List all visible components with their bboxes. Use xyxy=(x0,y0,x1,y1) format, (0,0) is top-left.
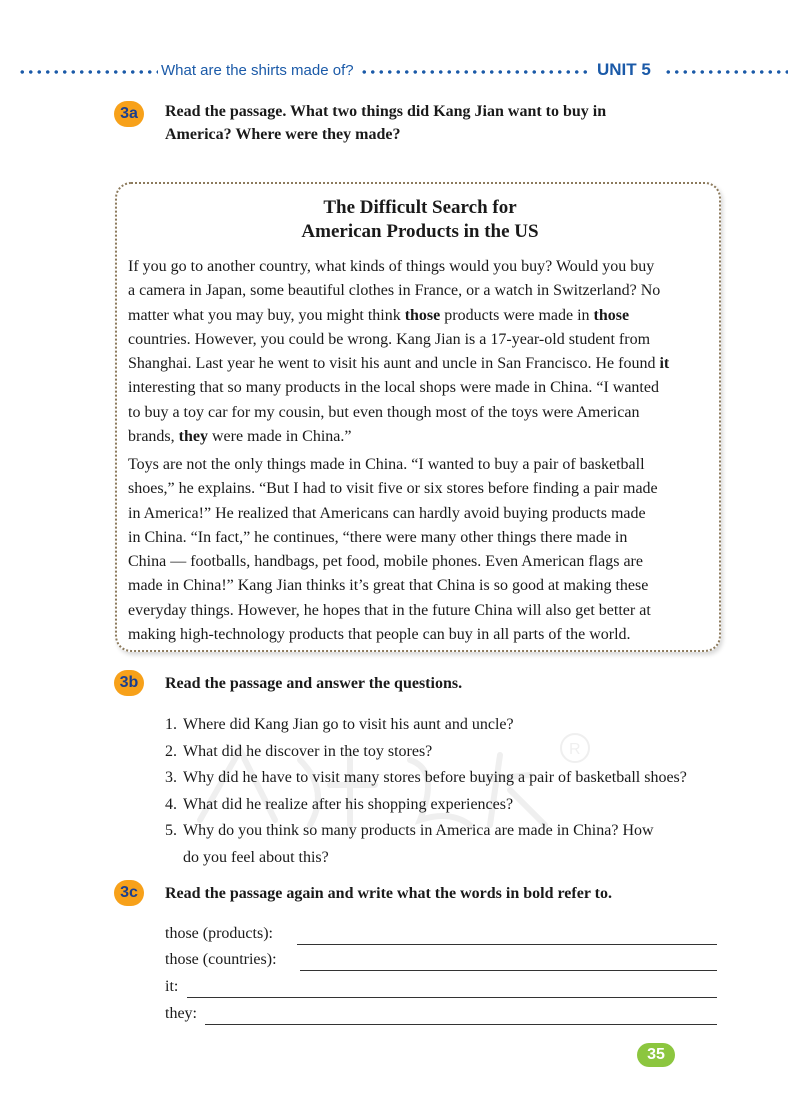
text-run: were made in China.” xyxy=(207,428,352,446)
instruction-3b: Read the passage and answer the questions. xyxy=(165,675,463,692)
question-text: What did he realize after his shopping experiences? xyxy=(183,795,514,813)
fill-label: it: xyxy=(165,978,179,995)
question-2 xyxy=(165,739,735,766)
instruction-3c: Read the passage again and write what the words in bold refer to. xyxy=(165,885,612,902)
passage-title-line2: American Products in the US xyxy=(301,221,539,242)
text-run: Shanghai. Last year he went to visit his aunt and uncle in San Francisco. He found xyxy=(128,355,660,373)
header-dots-right xyxy=(664,70,788,74)
passage-line: making high-technology products that people can buy in all parts of the world. xyxy=(128,626,631,644)
text-run: products were made in xyxy=(440,306,594,324)
question-text-cont: do you feel about this? xyxy=(183,848,329,866)
question-5 xyxy=(165,818,735,871)
passage-line xyxy=(128,352,710,376)
bold-word-it: it xyxy=(659,355,670,373)
fill-row-those-countries xyxy=(165,951,720,975)
passage-line: shoes,” he explains. “But I had to visit five or six stores before finding a pair made xyxy=(128,480,658,498)
fill-label: those (products): xyxy=(165,925,273,942)
badge-3b: 3b xyxy=(114,670,144,696)
answer-line-they[interactable] xyxy=(205,1024,717,1025)
question-number: 1. xyxy=(165,716,177,733)
fill-row-they xyxy=(165,1005,720,1029)
passage-line: China — footballs, handbags, pet food, mobile phones. Even American flags are xyxy=(128,553,643,571)
bold-word-those: those xyxy=(593,306,630,324)
passage-line: countries. However, you could be wrong. Kang Jian is a 17-year-old student from xyxy=(128,330,651,348)
page-number: 35 xyxy=(637,1043,675,1067)
fill-label: they: xyxy=(165,1005,197,1022)
passage-title-line1: The Difficult Search for xyxy=(323,197,517,218)
question-1 xyxy=(165,712,735,739)
question-4 xyxy=(165,792,735,819)
instruction-3a-line2: America? Where were they made? xyxy=(165,126,401,143)
passage-line: in America!” He realized that Americans can hardly avoid buying products made xyxy=(128,504,646,522)
passage-paragraph-1 xyxy=(128,255,710,449)
instruction-3a xyxy=(165,100,606,146)
passage-line: in China. “In fact,” he continues, “there were many other things there made in xyxy=(128,528,628,546)
question-number: 5. xyxy=(165,822,177,839)
page-header xyxy=(0,60,800,84)
passage-line: made in China!” Kang Jian thinks it’s great that China is so good at making these xyxy=(128,577,649,595)
instruction-3a-line1: Read the passage. What two things did Kang Jian want to buy in xyxy=(165,103,607,120)
header-dots-middle xyxy=(360,70,588,74)
passage-title xyxy=(115,196,725,244)
fill-row-those-products xyxy=(165,925,720,949)
question-text: Why do you think so many products in America are made in China? How xyxy=(183,822,654,839)
passage-line xyxy=(128,304,710,328)
svg-text:R: R xyxy=(569,741,581,758)
header-dots-left xyxy=(18,70,158,74)
text-run: matter what you may buy, you might think xyxy=(128,306,405,324)
badge-3c: 3c xyxy=(114,880,144,906)
passage-line: Toys are not the only things made in China. “I wanted to buy a pair of basketball xyxy=(128,456,645,473)
question-text: Where did Kang Jian go to visit his aunt and uncle? xyxy=(183,716,514,733)
passage-line: to buy a toy car for my cousin, but even though most of the toys were American xyxy=(128,403,640,421)
bold-word-those: those xyxy=(404,306,441,324)
question-number: 3. xyxy=(165,769,177,786)
question-number: 4. xyxy=(165,795,177,813)
question-text: Why did he have to visit many stores before buying a pair of basketball shoes? xyxy=(183,769,687,786)
passage-line: If you go to another country, what kinds of things would you buy? Would you buy xyxy=(128,258,655,275)
badge-3a: 3a xyxy=(114,101,144,127)
unit-label: UNIT 5 xyxy=(597,60,651,79)
header-subtitle: What are the shirts made of? xyxy=(161,62,354,79)
question-number: 2. xyxy=(165,742,177,760)
text-run: brands, xyxy=(128,428,179,446)
passage-line xyxy=(128,425,710,449)
fill-label: those (countries): xyxy=(165,951,277,968)
passage-line: a camera in Japan, some beautiful clothes in France, or a watch in Switzerland? No xyxy=(128,282,661,300)
passage-line: everyday things. However, he hopes that in the future China will also get better at xyxy=(128,601,651,619)
answer-line-those-countries[interactable] xyxy=(300,970,717,971)
passage-paragraph-2 xyxy=(128,453,710,647)
question-list xyxy=(165,712,735,871)
answer-line-those-products[interactable] xyxy=(297,944,717,945)
answer-line-it[interactable] xyxy=(187,997,717,998)
fill-row-it xyxy=(165,978,720,1002)
question-3 xyxy=(165,765,735,792)
bold-word-they: they xyxy=(178,428,208,446)
passage-line: interesting that so many products in the local shops were made in China. “I wanted xyxy=(128,379,659,397)
question-text: What did he discover in the toy stores? xyxy=(183,742,433,760)
